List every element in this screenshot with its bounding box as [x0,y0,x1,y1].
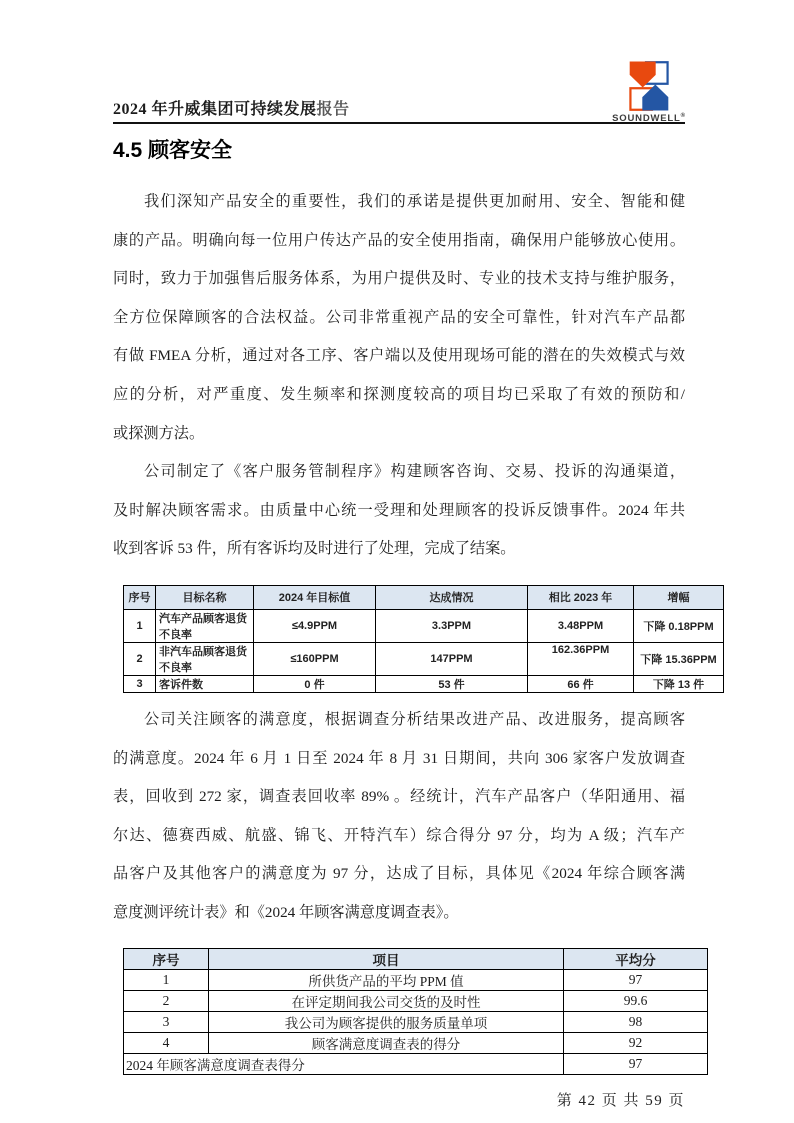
paragraph-customer-satisfaction [113,701,685,933]
table-cell: 2 [124,990,209,1011]
column-header: 项目 [209,948,564,969]
table-cell: 4 [124,1032,209,1053]
soundwell-logo [611,60,687,124]
satisfaction-table [123,948,708,1075]
table-cell: 3.48PPM [528,609,634,642]
table-row [124,1032,708,1053]
column-header: 达成情况 [376,585,528,609]
table-row [124,642,724,675]
page-number: 第 42 页 共 59 页 [556,1092,685,1109]
paragraph-line: 收到客诉 53 件，所有客诉均及时进行了处理，完成了结案。 [113,540,516,558]
paragraph-line: 全方位保障顾客的合法权益。公司非常重视产品的安全可靠性，针对汽车产品都 [113,308,685,326]
paragraph-product-safety [113,183,685,453]
table-header-row [124,585,724,609]
page-footer [113,1089,685,1110]
table-cell: 下降 0.18PPM [634,609,724,642]
summary-value-cell: 97 [564,1053,708,1074]
table-cell: 2 [124,642,156,675]
table-cell: 下降 13 件 [634,675,724,692]
table-row [124,675,724,692]
table-cell: 147PPM [376,642,528,675]
table-cell: 非汽车品顾客退货不良率 [156,642,254,675]
table-cell: 162.36PPM [528,642,634,675]
table-cell: 99.6 [564,990,708,1011]
table-row [124,990,708,1011]
table-cell: 所供货产品的平均 PPM 值 [209,969,564,990]
table-header-row [124,948,708,969]
column-header: 相比 2023 年 [528,585,634,609]
paragraph-line: 意度测评统计表》和《2024 年顾客满意度调查表》。 [113,903,459,921]
registered-trademark-icon: ® [680,113,686,119]
report-title [113,96,350,119]
paragraph-line: 我们深知产品安全的重要性，我们的承诺是提供更加耐用、安全、智能和健 [144,193,685,210]
logo-wordmark-text: SOUNDWELL [612,113,681,124]
paragraph-line: 有做 FMEA 分析，通过对各工序、客户端以及使用现场可能的潜在的失效模式与效 [113,347,685,365]
table-cell: 顾客满意度调查表的得分 [209,1032,564,1053]
paragraph-line: 及时解决顾客需求。由质量中心统一受理和处理顾客的投诉反馈事件。2024 年共 [113,501,685,519]
table-row [124,1011,708,1032]
soundwell-logo-icon [625,60,673,112]
paragraph-line: 尔达、德赛西威、航盛、锦飞、开特汽车）综合得分 97 分，均为 A 级；汽车产 [113,826,685,844]
table-cell: 3.3PPM [376,609,528,642]
table-cell: 0 件 [254,675,376,692]
summary-label-cell: 2024 年顾客满意度调查表得分 [124,1053,564,1074]
logo-wordmark [611,113,687,124]
paragraph-line: 表，回收到 272 家，调查表回收率 89% 。经统计，汽车产品客户（华阳通用、福 [113,788,685,806]
table-cell: 我公司为顾客提供的服务质量单项 [209,1011,564,1032]
table-cell: 客诉件数 [156,675,254,692]
column-header: 序号 [124,948,209,969]
paragraph-line: 康的产品。明确向每一位用户传达产品的安全使用指南，确保用户能够放心使用。 [113,231,685,249]
table-cell: 97 [564,969,708,990]
column-header: 目标名称 [156,585,254,609]
paragraph-line: 品客户及其他客户的满意度为 97 分，达成了目标，具体见《2024 年综合顾客满 [113,865,685,883]
column-header: 增幅 [634,585,724,609]
table-cell: 1 [124,969,209,990]
table-row [124,969,708,990]
paragraph-line: 公司制定了《客户服务管制程序》构建顾客咨询、交易、投诉的沟通渠道， [144,463,685,481]
paragraph-line: 公司关注顾客的满意度，根据调查分析结果改进产品、改进服务，提高顾客 [144,710,685,728]
table-cell: ≤4.9PPM [254,609,376,642]
report-title-main: 2024 年升威集团可持续发展 [113,101,317,118]
column-header: 2024 年目标值 [254,585,376,609]
table-cell: 53 件 [376,675,528,692]
table-cell: 在评定期间我公司交货的及时性 [209,990,564,1011]
column-header: 平均分 [564,948,708,969]
column-header: 序号 [124,585,156,609]
table-cell: 3 [124,675,156,692]
table-cell: 下降 15.36PPM [634,642,724,675]
paragraph-line: 或探测方法。 [113,424,205,442]
table-cell: 3 [124,1011,209,1032]
paragraph-line: 的满意度。2024 年 6 月 1 日至 2024 年 8 月 31 日期间，共向 306 家客户发放调查 [113,749,685,767]
table-cell: 66 件 [528,675,634,692]
page-header [113,54,685,124]
paragraph-complaint-handling [113,453,685,569]
table-cell: 1 [124,609,156,642]
paragraph-line: 同时，致力于加强售后服务体系，为用户提供及时、专业的技术支持与维护服务， [113,270,685,288]
section-heading: 4.5 顾客安全 [113,139,233,162]
table-cell: 汽车产品顾客退货不良率 [156,609,254,642]
table-cell: 92 [564,1032,708,1053]
targets-table [123,585,724,693]
report-title-suffix: 报告 [316,101,350,118]
table-cell: 98 [564,1011,708,1032]
table-cell: ≤160PPM [254,642,376,675]
table-row [124,609,724,642]
table-summary-row [124,1053,708,1074]
paragraph-line: 应的分析，对严重度、发生频率和探测度较高的项目均已采取了有效的预防和/ [113,385,685,403]
